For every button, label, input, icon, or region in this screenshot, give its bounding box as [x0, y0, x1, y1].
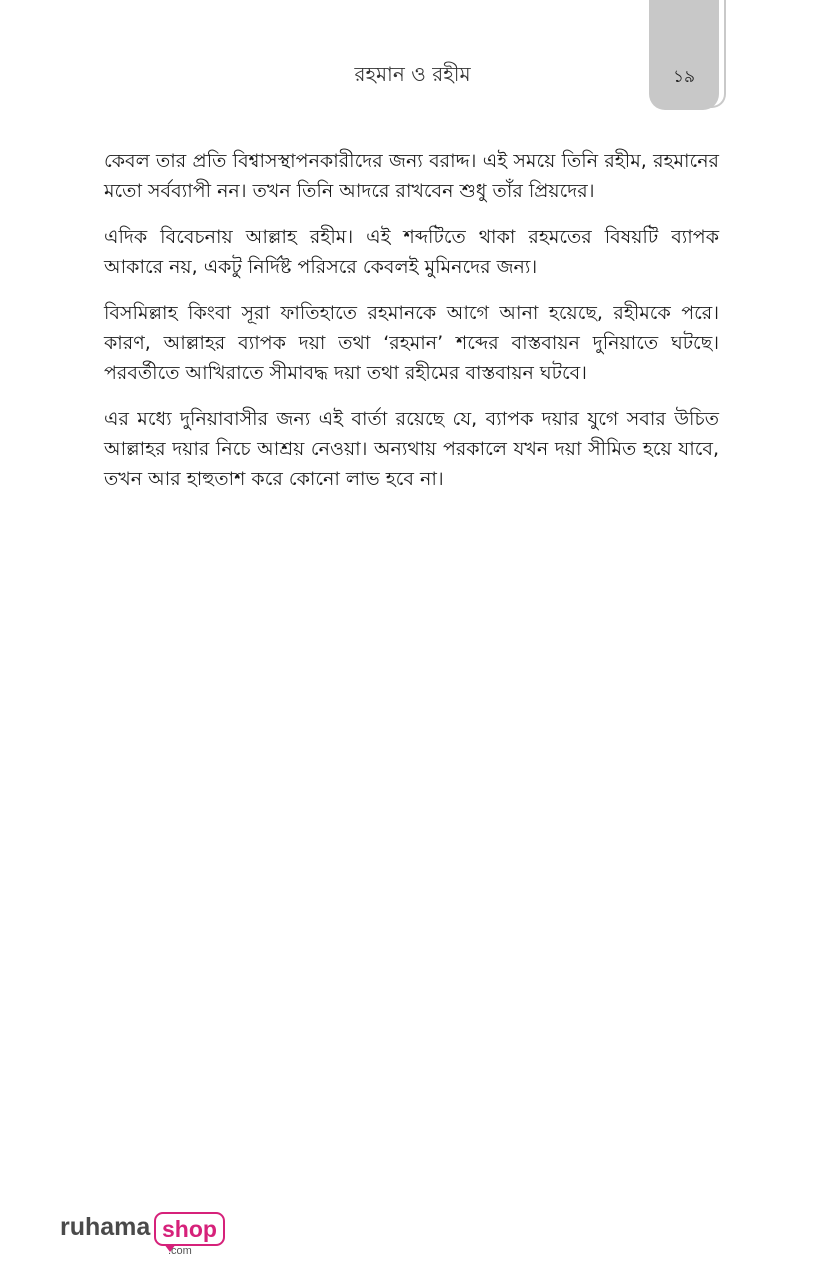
logo-domain-text: .com — [168, 1245, 192, 1257]
ruhamashop-logo — [60, 1210, 230, 1260]
page-tab — [649, 0, 719, 110]
running-title: রহমান ও রহীম — [354, 62, 471, 86]
paragraph: এদিক বিবেচনায় আল্লাহ রহীম। এই শব্দটিতে থাকা রহমতের বিষয়টি ব্যাপক আকারে নয়, একটু নির্দিষ্ট পরিসরে কেবলই মুমিনদের জন্য। — [104, 226, 719, 278]
page-body — [104, 146, 719, 510]
logo-shop-badge: shop — [154, 1212, 225, 1246]
paragraph: এর মধ্যে দুনিয়াবাসীর জন্য এই বার্তা রয়েছে যে, ব্যাপক দয়ার যুগে সবার উচিত আল্লাহর দয়ার নিচে আশ্রয় নেওয়া। অন্যথায় পরকালে যখন দয়া সীমিত হয়ে যাবে, তখন আর হাহুতাশ করে কোনো লাভ হবে না। — [104, 408, 719, 490]
page-number: ১৯ — [672, 67, 696, 87]
logo-brand-text: ruhama — [60, 1213, 151, 1241]
page-header — [0, 0, 825, 120]
paragraph: কেবল তার প্রতি বিশ্বাসস্থাপনকারীদের জন্য বরাদ্দ। এই সময়ে তিনি রহীম, রহমানের মতো সর্বব্যাপী নন। তখন তিনি আদরে রাখবেন শুধু তাঁর প্রিয়দের। — [104, 150, 719, 202]
paragraph: বিসমিল্লাহ কিংবা সূরা ফাতিহাতে রহমানকে আগে আনা হয়েছে, রহীমকে পরে। কারণ, আল্লাহর ব্যাপক দয়া তথা ‘রহমান’ শব্দের বাস্তবায়ন দুনিয়াতে ঘটছে। পরবর্তীতে আখিরাতে সীমাবদ্ধ দয়া তথা রহীমের বাস্তবায়ন ঘটবে। — [104, 302, 719, 384]
